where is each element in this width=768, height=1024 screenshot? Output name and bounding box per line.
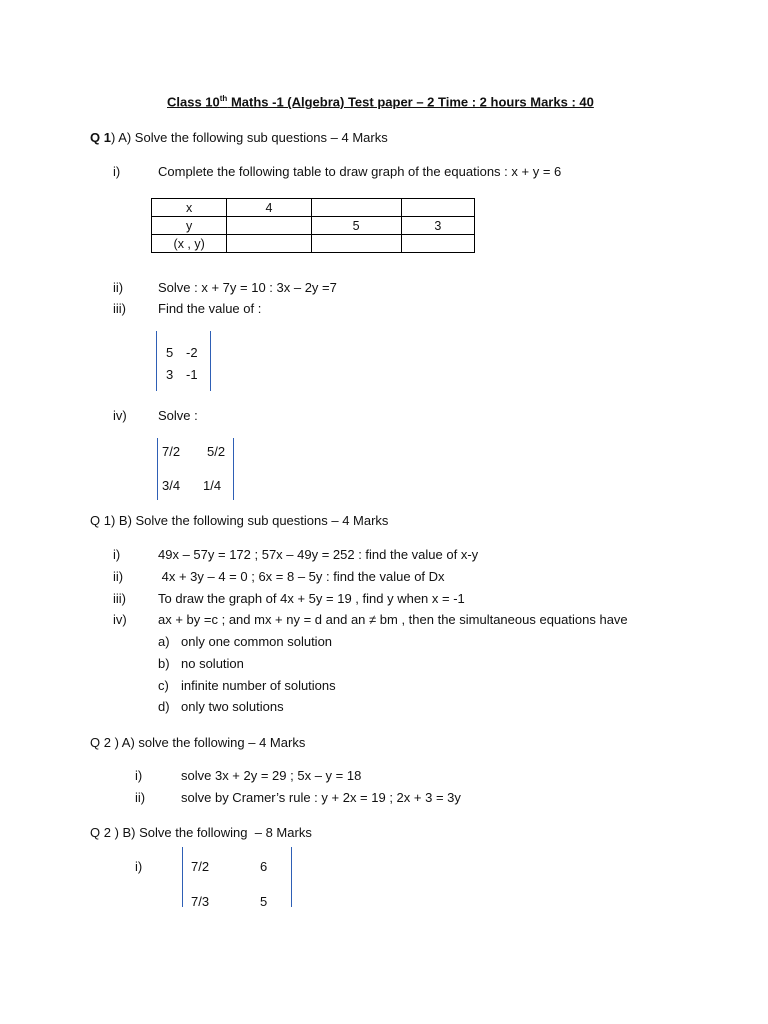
table-row <box>152 217 475 235</box>
q1b-item-num: iv) <box>113 612 127 627</box>
q2a-heading: Q 2 ) A) solve the following – 4 Marks <box>90 735 306 750</box>
q1b-item-text: To draw the graph of 4x + 5y = 19 , find y when x = -1 <box>158 591 465 606</box>
q1b-item-text: 49x – 57y = 172 ; 57x – 49y = 252 : find the value of x-y <box>158 547 479 562</box>
table-cell: y <box>152 217 227 235</box>
det-value: -1 <box>186 367 198 382</box>
det-value: 6 <box>260 859 268 874</box>
option-text: only one common solution <box>181 634 333 649</box>
title-text: Class 10 <box>167 94 220 110</box>
q1b-item-num: iii) <box>113 591 126 606</box>
option-text: only two solutions <box>181 699 284 714</box>
det-value: 5 <box>260 894 268 909</box>
determinant <box>157 438 234 500</box>
q1a-item-num: i) <box>113 164 121 179</box>
table-cell <box>401 199 474 217</box>
option-letter: d) <box>158 699 170 714</box>
det-value: 1/4 <box>203 478 222 493</box>
option-text: no solution <box>181 656 244 671</box>
option-letter: b) <box>158 656 170 671</box>
q1-number: Q 1 <box>90 130 111 145</box>
q2b-item-num: i) <box>135 859 143 874</box>
det-value: 7/3 <box>191 894 210 909</box>
table-cell: x <box>152 199 227 217</box>
table-cell: (x , y) <box>152 235 227 253</box>
q2a-item-num: i) <box>135 768 143 783</box>
option-letter: a) <box>158 634 170 649</box>
option-letter: c) <box>158 678 169 693</box>
table-cell <box>227 235 311 253</box>
det-value: -2 <box>186 345 198 360</box>
q1a-label: ) A) Solve the following sub questions – 4 Marks <box>110 130 388 145</box>
title-superscript: th <box>219 94 228 103</box>
det-value: 7/2 <box>191 859 210 874</box>
table-row <box>152 199 475 217</box>
q2b-heading: Q 2 ) B) Solve the following – 8 Marks <box>90 825 312 840</box>
determinant <box>182 847 292 907</box>
q2a-item-num: ii) <box>135 790 146 805</box>
table-cell <box>227 217 311 235</box>
q1b-item-num: ii) <box>113 569 124 584</box>
q1a-heading <box>90 130 388 145</box>
det-value: 3/4 <box>162 478 181 493</box>
q1a-item-num: iii) <box>113 301 126 316</box>
q1b-item-text: ax + by =c ; and mx + ny = d and an ≠ bm , then the simultaneous equations have <box>158 612 628 627</box>
det-value: 5 <box>166 345 174 360</box>
table-cell <box>401 235 474 253</box>
q1a-item-text: Complete the following table to draw graph of the equations : x + y = 6 <box>158 164 562 179</box>
q1b-item-num: i) <box>113 547 121 562</box>
xy-table <box>151 198 475 253</box>
determinant <box>156 331 211 391</box>
table-cell: 5 <box>311 217 401 235</box>
q1b-item-text: 4x + 3y – 4 = 0 ; 6x = 8 – 5y : find the value of Dx <box>158 569 445 584</box>
det-value: 3 <box>166 367 174 382</box>
table-row <box>152 235 475 253</box>
table-cell <box>311 199 401 217</box>
q1a-item-text: Solve : <box>158 408 198 423</box>
q2a-item-text: solve by Cramer’s rule : y + 2x = 19 ; 2x + 3 = 3y <box>181 790 461 805</box>
table-cell: 4 <box>227 199 311 217</box>
table-cell <box>311 235 401 253</box>
q1a-item-text: Find the value of : <box>158 301 262 316</box>
det-value: 7/2 <box>162 444 181 459</box>
title-text-rest: Maths -1 (Algebra) Test paper – 2 Time : 2 hours Marks : 40 <box>227 94 594 110</box>
table-cell: 3 <box>401 217 474 235</box>
det-value: 5/2 <box>207 444 226 459</box>
q1a-item-num: iv) <box>113 408 127 423</box>
q2a-item-text: solve 3x + 2y = 29 ; 5x – y = 18 <box>181 768 362 783</box>
option-text: infinite number of solutions <box>181 678 336 693</box>
q1a-item-num: ii) <box>113 280 124 295</box>
paper-title <box>167 94 594 109</box>
q1a-item-text: Solve : x + 7y = 10 : 3x – 2y =7 <box>158 280 337 295</box>
q1b-heading: Q 1) B) Solve the following sub questions – 4 Marks <box>90 513 389 528</box>
